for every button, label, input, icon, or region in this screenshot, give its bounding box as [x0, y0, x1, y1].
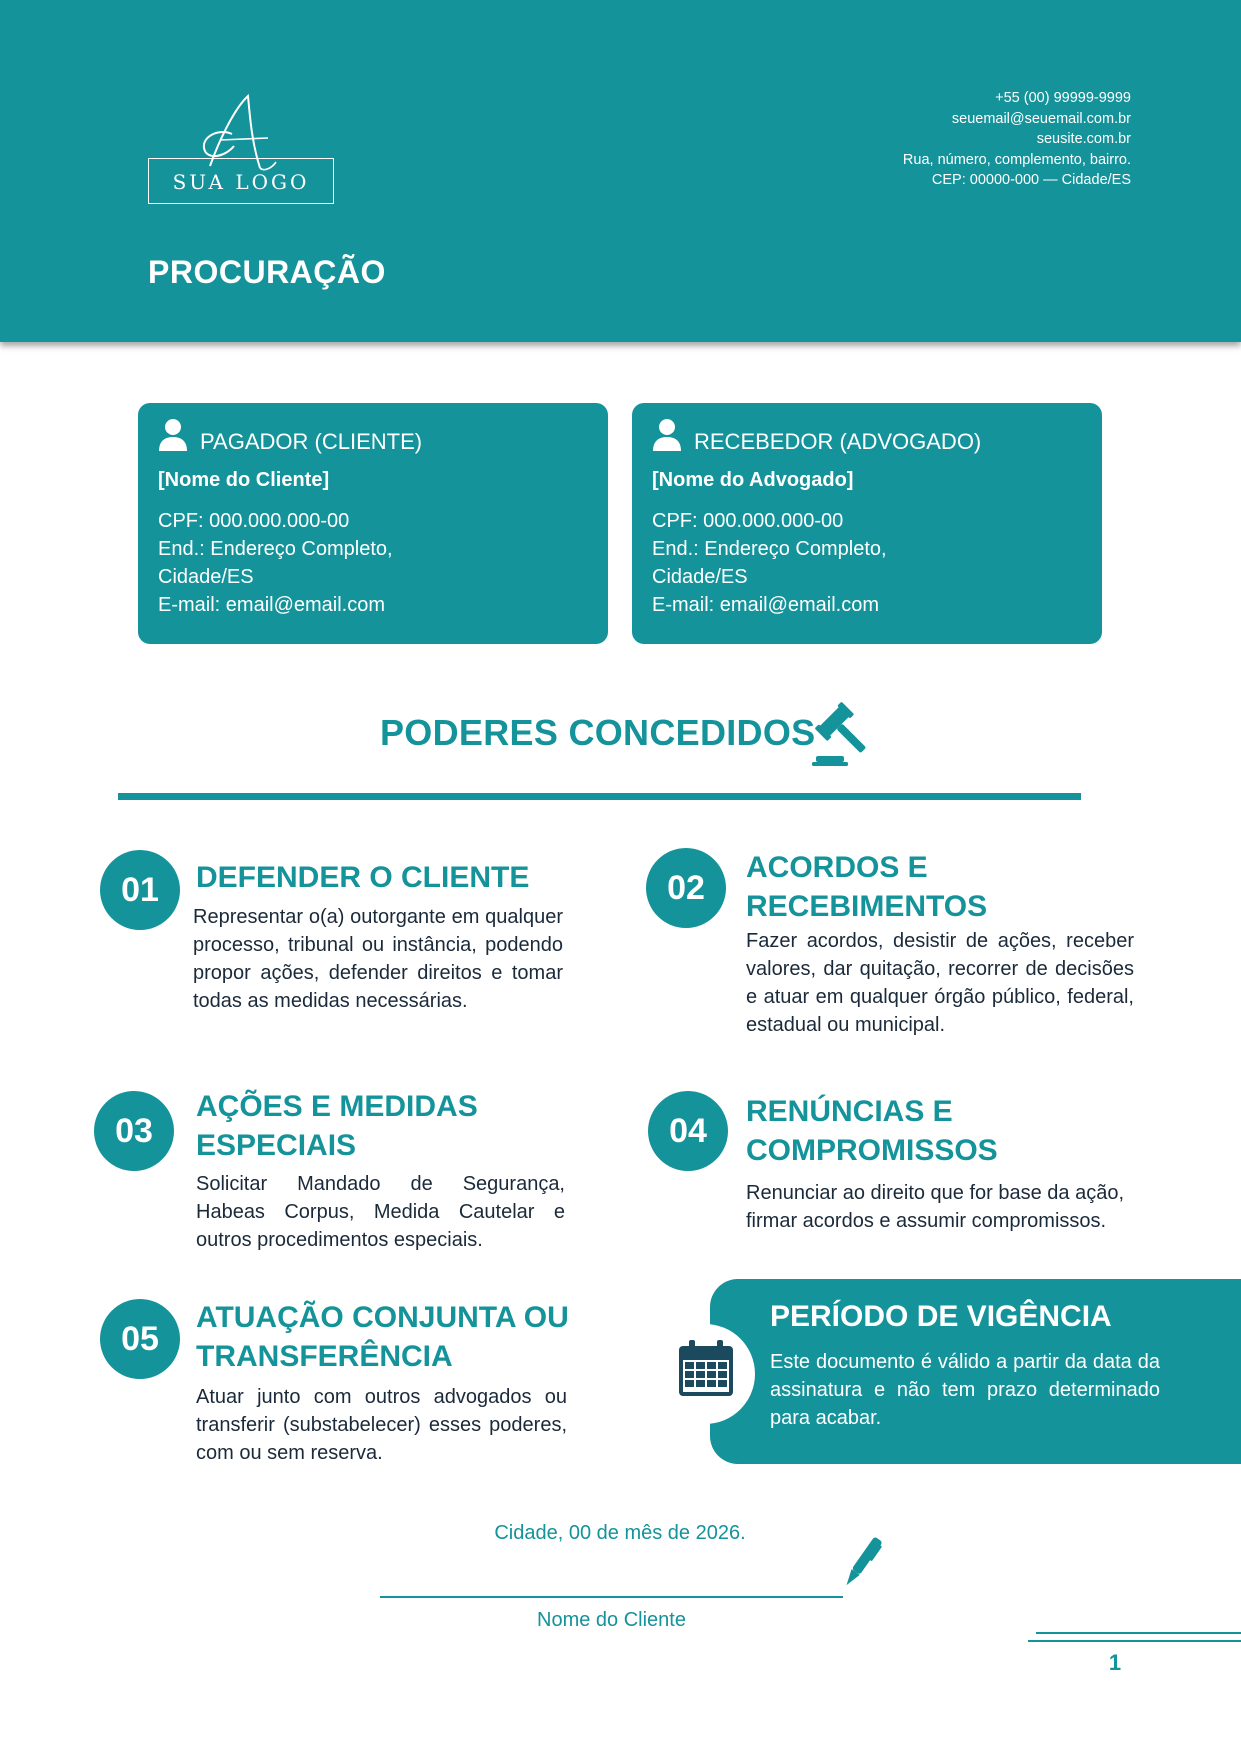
signature-line — [380, 1596, 843, 1598]
item-title-04: RENÚNCIAS E COMPROMISSOS — [746, 1095, 998, 1167]
pagador-address-1: End.: Endereço Completo, — [158, 538, 393, 560]
contact-cep: CEP: 00000-000 — Cidade/ES — [931, 172, 1131, 188]
footer-line-bottom — [1028, 1640, 1241, 1642]
item-text-04: Renunciar ao direito que for base da ação, firmar acordos e assumir compromissos. — [746, 1182, 1125, 1232]
contact-address: Rua, número, complemento, bairro. — [902, 151, 1131, 168]
item-title-03: AÇÕES E MEDIDAS ESPECIAIS — [196, 1090, 478, 1162]
signature-date: Cidade, 00 de mês de 2026. — [494, 1522, 746, 1544]
signature-name: Nome do Cliente — [537, 1609, 686, 1631]
contact-site: seusite.com.br — [1036, 131, 1131, 147]
recebedor-email: E-mail: email@email.com — [652, 594, 880, 616]
pagador-name: [Nome do Cliente] — [158, 469, 330, 491]
person-icon — [652, 418, 682, 452]
item-text-03: Solicitar Mandado de Segurança, Habeas Corpus, Medida Cautelar e outros procedimentos especiais. — [196, 1173, 565, 1251]
item-number-02: 02 — [646, 848, 726, 928]
calendar-icon — [675, 1338, 737, 1400]
contact-phone: +55 (00) 99999-9999 — [995, 90, 1131, 106]
vigencia-text: Este documento é válido a partir da data da assinatura e não tem prazo determinado para acabar. — [770, 1351, 1160, 1429]
section-title: PODERES CONCEDIDOS — [380, 712, 816, 753]
recebedor-title: RECEBEDOR (ADVOGADO) — [694, 429, 982, 454]
item-number-03: 03 — [94, 1091, 174, 1171]
item-title-05: ATUAÇÃO CONJUNTA OU TRANSFERÊNCIA — [196, 1301, 569, 1373]
recebedor-card-header — [652, 415, 981, 455]
pagador-email: E-mail: email@email.com — [158, 594, 386, 616]
item-text-02: Fazer acordos, desistir de ações, receber valores, dar quitação, recorrer de decisões e atuar em qualquer órgão público, federal, estadual ou municipal. — [746, 930, 1134, 1036]
logo-text: SUA LOGO — [172, 170, 310, 194]
footer-line-top — [1036, 1632, 1241, 1634]
item-number-05: 05 — [100, 1299, 180, 1379]
item-number-04: 04 — [648, 1091, 728, 1171]
pagador-card-header — [158, 415, 422, 455]
vigencia-title: PERÍODO DE VIGÊNCIA — [770, 1300, 1112, 1333]
section-divider — [118, 793, 1081, 800]
recebedor-address-2: Cidade/ES — [652, 566, 748, 588]
document-title: PROCURAÇÃO — [148, 254, 386, 290]
item-title-01: DEFENDER O CLIENTE — [196, 861, 530, 894]
pagador-cpf: CPF: 000.000.000-00 — [158, 510, 350, 532]
pagador-title: PAGADOR (CLIENTE) — [200, 429, 423, 454]
item-number-01: 01 — [100, 850, 180, 930]
pagador-details — [158, 507, 393, 619]
pen-icon — [840, 1532, 885, 1594]
item-title-02: ACORDOS E RECEBIMENTOS — [746, 851, 988, 923]
recebedor-cpf: CPF: 000.000.000-00 — [652, 510, 844, 532]
contact-email: seuemail@seuemail.com.br — [951, 110, 1131, 127]
item-text-01: Representar o(a) outorgante em qualquer processo, tribunal ou instância, podendo propor ações, defender direitos e tomar todas as medidas necessárias. — [193, 906, 563, 1012]
pagador-address-2: Cidade/ES — [158, 566, 254, 588]
recebedor-details — [652, 507, 887, 619]
contact-block — [903, 88, 1131, 191]
pagador-card — [138, 403, 608, 644]
recebedor-name: [Nome do Advogado] — [652, 469, 854, 491]
item-text-05: Atuar junto com outros advogados ou transferir (substabelecer) esses poderes, com ou sem reserva. — [196, 1386, 567, 1464]
gavel-icon — [812, 702, 878, 768]
recebedor-card — [632, 403, 1102, 644]
page-number: 1 — [1108, 1650, 1122, 1675]
person-icon — [158, 418, 188, 452]
recebedor-address-1: End.: Endereço Completo, — [652, 538, 887, 560]
